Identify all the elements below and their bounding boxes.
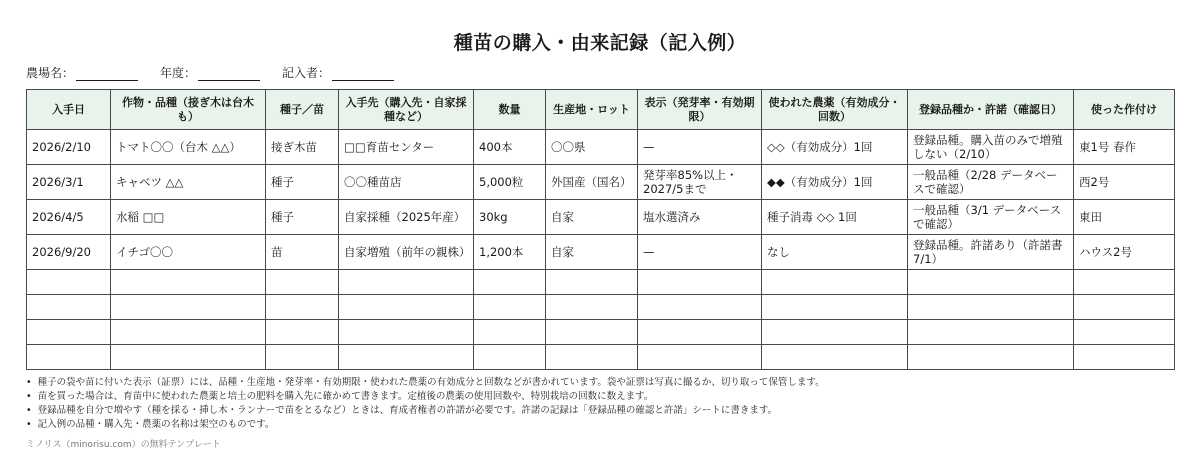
table-cell[interactable]: キャベツ △△ bbox=[111, 165, 266, 200]
table-cell[interactable]: 2026/3/1 bbox=[27, 165, 111, 200]
table-cell[interactable]: 外国産（国名） bbox=[546, 165, 638, 200]
table-cell[interactable]: 一般品種（3/1 データベースで確認） bbox=[908, 200, 1074, 235]
empty-cell[interactable] bbox=[1074, 345, 1175, 370]
year-field[interactable] bbox=[160, 64, 260, 81]
table-cell[interactable]: 自家 bbox=[546, 200, 638, 235]
empty-cell[interactable] bbox=[266, 320, 339, 345]
table-row bbox=[27, 200, 1175, 235]
table-cell[interactable]: 塩水選済み bbox=[638, 200, 762, 235]
header-row bbox=[27, 90, 1175, 130]
empty-cell[interactable] bbox=[908, 320, 1074, 345]
table-cell[interactable]: 1,200本 bbox=[474, 235, 546, 270]
table-cell[interactable]: 〇〇県 bbox=[546, 130, 638, 165]
empty-cell[interactable] bbox=[546, 270, 638, 295]
table-cell[interactable]: 自家採種（2025年産） bbox=[339, 200, 474, 235]
template-credit: ミノリス（minorisu.com）の無料テンプレート bbox=[26, 440, 221, 450]
empty-cell[interactable] bbox=[474, 270, 546, 295]
recorder-blank[interactable] bbox=[332, 68, 394, 81]
note-item: • 登録品種を自分で増やす（種を採る・挿し木・ランナーで苗をとるなど）ときは、育成者権者の許諾が必要です。許諾の記録は「登録品種の確認と許諾」シートに書きます。 bbox=[26, 404, 825, 418]
table-cell[interactable]: 登録品種。購入苗のみで増殖しない（2/10） bbox=[908, 130, 1074, 165]
empty-cell[interactable] bbox=[638, 270, 762, 295]
note-item: • 種子の袋や苗に付いた表示（証票）には、品種・生産地・発芽率・有効期限・使われた農薬の有効成分と回数などが書かれています。袋や証票は写真に撮るか、切り取って保管します。 bbox=[26, 376, 825, 390]
year-blank[interactable] bbox=[198, 68, 260, 81]
empty-cell[interactable] bbox=[546, 345, 638, 370]
column-header: 作物・品種（接ぎ木は台木も） bbox=[111, 90, 266, 130]
column-header: 種子／苗 bbox=[266, 90, 339, 130]
table-cell[interactable]: 接ぎ木苗 bbox=[266, 130, 339, 165]
column-header: 使った作付け bbox=[1074, 90, 1175, 130]
table-cell[interactable]: 2026/9/20 bbox=[27, 235, 111, 270]
table-cell[interactable]: 発芽率85%以上・2027/5まで bbox=[638, 165, 762, 200]
empty-cell[interactable] bbox=[339, 295, 474, 320]
column-header: 使われた農薬（有効成分・回数） bbox=[762, 90, 908, 130]
empty-cell[interactable] bbox=[339, 320, 474, 345]
recorder-label: 記入者： bbox=[282, 66, 331, 80]
table-cell[interactable]: 2026/2/10 bbox=[27, 130, 111, 165]
table-cell[interactable]: ◇◇（有効成分）1回 bbox=[762, 130, 908, 165]
table-cell[interactable]: □□育苗センター bbox=[339, 130, 474, 165]
empty-cell[interactable] bbox=[266, 345, 339, 370]
empty-cell[interactable] bbox=[27, 345, 111, 370]
empty-cell[interactable] bbox=[762, 270, 908, 295]
empty-cell[interactable] bbox=[1074, 270, 1175, 295]
empty-cell[interactable] bbox=[908, 345, 1074, 370]
table-cell[interactable]: 種子 bbox=[266, 200, 339, 235]
empty-cell[interactable] bbox=[1074, 320, 1175, 345]
farm-name-field[interactable] bbox=[26, 64, 138, 81]
column-header: 登録品種か・許諾（確認日） bbox=[908, 90, 1074, 130]
form-meta bbox=[26, 64, 394, 81]
column-header: 表示（発芽率・有効期限） bbox=[638, 90, 762, 130]
empty-cell[interactable] bbox=[27, 270, 111, 295]
table-cell[interactable]: — bbox=[638, 235, 762, 270]
empty-row bbox=[27, 270, 1175, 295]
table-cell[interactable]: 一般品種（2/28 データベースで確認） bbox=[908, 165, 1074, 200]
empty-cell[interactable] bbox=[27, 320, 111, 345]
recorder-field[interactable] bbox=[282, 64, 394, 81]
table-cell[interactable]: 東田 bbox=[1074, 200, 1175, 235]
table-cell[interactable]: — bbox=[638, 130, 762, 165]
table-cell[interactable]: 水稲 □□ bbox=[111, 200, 266, 235]
empty-cell[interactable] bbox=[266, 270, 339, 295]
table-cell[interactable]: なし bbox=[762, 235, 908, 270]
empty-cell[interactable] bbox=[638, 295, 762, 320]
table-cell[interactable]: ◆◆（有効成分）1回 bbox=[762, 165, 908, 200]
empty-cell[interactable] bbox=[111, 345, 266, 370]
table-cell[interactable]: 自家 bbox=[546, 235, 638, 270]
table-cell[interactable]: 400本 bbox=[474, 130, 546, 165]
empty-cell[interactable] bbox=[638, 345, 762, 370]
column-header: 生産地・ロット bbox=[546, 90, 638, 130]
table-cell[interactable]: トマト〇〇（台木 △△） bbox=[111, 130, 266, 165]
empty-cell[interactable] bbox=[546, 320, 638, 345]
page-title: 種苗の購入・由来記録（記入例） bbox=[453, 32, 747, 54]
table-cell[interactable]: 30kg bbox=[474, 200, 546, 235]
note-item: • 苗を買った場合は、育苗中に使われた農薬と培土の肥料を購入先に確かめて書きます。定植後の農薬の使用回数や、特別栽培の回数に数えます。 bbox=[26, 390, 825, 404]
empty-cell[interactable] bbox=[111, 270, 266, 295]
empty-cell[interactable] bbox=[762, 295, 908, 320]
table-cell[interactable]: 自家増殖（前年の親株） bbox=[339, 235, 474, 270]
empty-cell[interactable] bbox=[339, 345, 474, 370]
empty-cell[interactable] bbox=[474, 295, 546, 320]
column-header: 入手日 bbox=[27, 90, 111, 130]
column-header: 入手先（購入先・自家採種など） bbox=[339, 90, 474, 130]
table-cell[interactable]: 2026/4/5 bbox=[27, 200, 111, 235]
empty-cell[interactable] bbox=[546, 295, 638, 320]
table-row bbox=[27, 165, 1175, 200]
farm-name-label: 農場名： bbox=[26, 66, 75, 80]
table-row bbox=[27, 130, 1175, 165]
table-cell[interactable]: イチゴ〇〇 bbox=[111, 235, 266, 270]
column-header: 数量 bbox=[474, 90, 546, 130]
empty-cell[interactable] bbox=[339, 270, 474, 295]
note-item: • 記入例の品種・購入先・農薬の名称は架空のものです。 bbox=[26, 418, 825, 432]
table-cell[interactable]: 登録品種。許諾あり（許諾書 7/1） bbox=[908, 235, 1074, 270]
table-cell[interactable]: 西2号 bbox=[1074, 165, 1175, 200]
seed-record-table bbox=[26, 89, 1175, 370]
notes-list bbox=[26, 376, 825, 432]
empty-row bbox=[27, 345, 1175, 370]
empty-cell[interactable] bbox=[111, 295, 266, 320]
empty-cell[interactable] bbox=[638, 320, 762, 345]
table-cell[interactable]: 〇〇種苗店 bbox=[339, 165, 474, 200]
table-cell[interactable]: 苗 bbox=[266, 235, 339, 270]
empty-cell[interactable] bbox=[266, 295, 339, 320]
table-cell[interactable]: ハウス2号 bbox=[1074, 235, 1175, 270]
table-cell[interactable]: 5,000粒 bbox=[474, 165, 546, 200]
table-cell[interactable]: 種子 bbox=[266, 165, 339, 200]
empty-cell[interactable] bbox=[908, 270, 1074, 295]
empty-cell[interactable] bbox=[908, 295, 1074, 320]
table-cell[interactable]: 種子消毒 ◇◇ 1回 bbox=[762, 200, 908, 235]
empty-cell[interactable] bbox=[474, 320, 546, 345]
empty-cell[interactable] bbox=[474, 345, 546, 370]
table-cell[interactable]: 東1号 春作 bbox=[1074, 130, 1175, 165]
empty-cell[interactable] bbox=[1074, 295, 1175, 320]
empty-cell[interactable] bbox=[111, 320, 266, 345]
empty-cell[interactable] bbox=[762, 345, 908, 370]
empty-cell[interactable] bbox=[762, 320, 908, 345]
farm-name-blank[interactable] bbox=[76, 68, 138, 81]
empty-row bbox=[27, 295, 1175, 320]
year-label: 年度： bbox=[160, 66, 197, 80]
table-row bbox=[27, 235, 1175, 270]
empty-row bbox=[27, 320, 1175, 345]
empty-cell[interactable] bbox=[27, 295, 111, 320]
